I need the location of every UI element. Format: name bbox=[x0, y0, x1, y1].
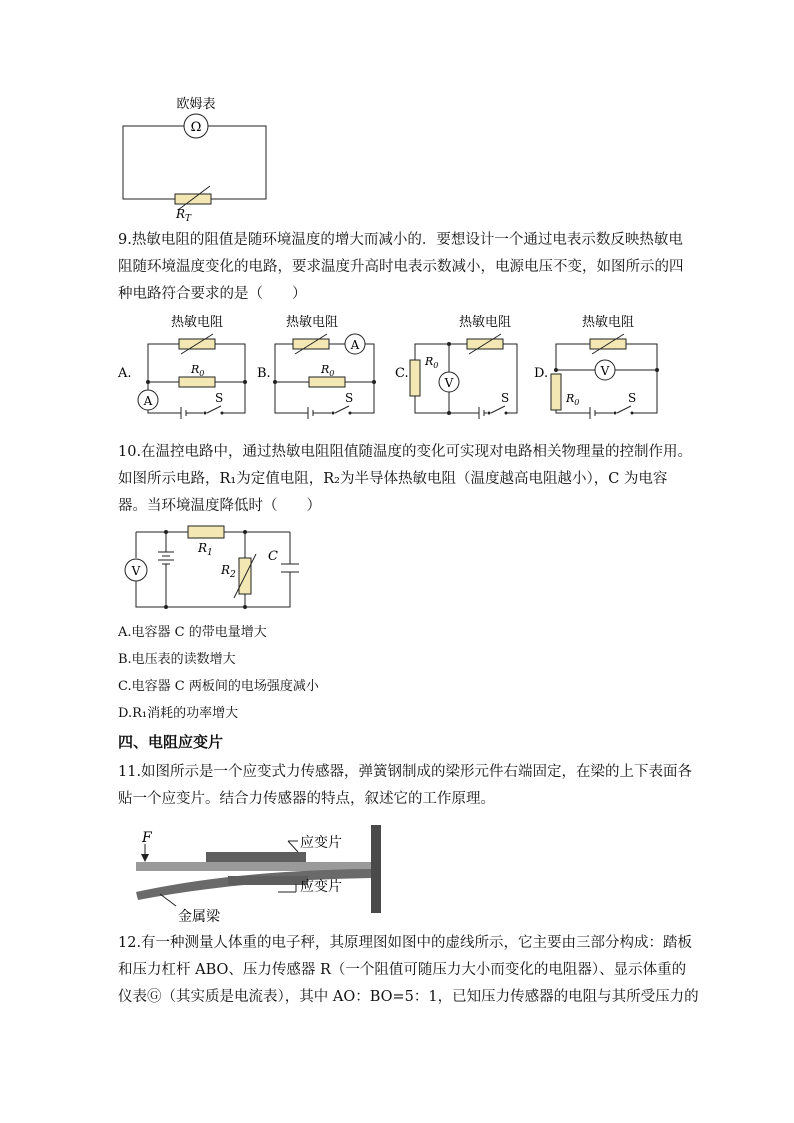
q9d-voltmeter: V bbox=[600, 364, 610, 378]
q9d-switch: S bbox=[628, 391, 637, 405]
q10-r1-label: R bbox=[198, 541, 208, 555]
q9a-switch: S bbox=[215, 391, 224, 405]
q9c-r0-sub: 0 bbox=[433, 361, 439, 370]
q11-line2: 贴一个应变片。结合力传感器的特点，叙述它的工作原理。 bbox=[118, 791, 495, 807]
force-label: F bbox=[142, 830, 152, 846]
svg-text:R2 bbox=[220, 563, 236, 580]
q9b-r0: R bbox=[321, 363, 330, 376]
omega-symbol: Ω bbox=[190, 120, 202, 135]
q10-r2-label: R bbox=[221, 563, 231, 577]
strain-gauge-bottom bbox=[228, 876, 308, 885]
q9-option-b: B. bbox=[257, 366, 271, 381]
q10-r2-sub: 2 bbox=[230, 570, 236, 580]
q10-choice-b: B.电压表的读数增大 bbox=[118, 652, 236, 667]
q9b-thermistor-label: 热敏电阻 bbox=[285, 315, 339, 330]
q12-line1: 12.有一种测量人体重的电子秤，其原理图如图中的虚线所示，它主要由三部分构成：踏板 bbox=[118, 935, 693, 951]
q10-choice-c: C.电容器 C 两板间的电场强度减小 bbox=[118, 679, 319, 694]
q9-line3: 种电路符合要求的是（ ） bbox=[118, 286, 307, 302]
gauge-top-label: 应变片 bbox=[300, 835, 342, 851]
q10-circuit-figure bbox=[118, 520, 298, 612]
q12-line3: 仪表Ⓖ（其实质是电流表），其中 AO：BO=5：1，已知压力传感器的电阻与其所受压力的 bbox=[118, 989, 699, 1005]
q10-line1: 10.在温控电路中，通过热敏电阻阻值随温度的变化可实现对电路相关物理量的控制作用。 bbox=[118, 444, 693, 460]
gauge-bottom-label: 应变片 bbox=[300, 879, 342, 895]
q9-option-c: C. bbox=[395, 366, 409, 381]
q9a-thermistor-label: 热敏电阻 bbox=[170, 315, 224, 330]
svg-text:R0 bbox=[565, 392, 579, 407]
q9c-switch: S bbox=[501, 391, 510, 405]
svg-text:R1 bbox=[197, 541, 213, 558]
q9c-r0: R bbox=[425, 355, 434, 368]
q9d-thermistor-label: 热敏电阻 bbox=[581, 315, 635, 330]
q9b-switch: S bbox=[345, 391, 354, 405]
ohmmeter-label: 欧姆表 bbox=[176, 97, 216, 112]
q9-option-a: A. bbox=[118, 366, 132, 381]
q10-c-label: C bbox=[268, 549, 278, 564]
q10-choice-d: D.R₁消耗的功率增大 bbox=[118, 706, 239, 721]
q9a-r0: R bbox=[191, 363, 200, 376]
ohmmeter-circuit-figure bbox=[118, 92, 273, 224]
q9-line1: 9.热敏电阻的阻值是随环境温度的增大而减小的．要想设计一个通过电表示数反映热敏电 bbox=[118, 232, 683, 248]
strain-gauge-top bbox=[206, 852, 306, 862]
q9-option-d: D. bbox=[534, 366, 549, 381]
q10-voltmeter: V bbox=[131, 564, 141, 578]
q9c-voltmeter: V bbox=[444, 376, 454, 390]
q10-r1-sub: 1 bbox=[207, 548, 213, 558]
q10-choice-a: A.电容器 C 的带电量增大 bbox=[118, 625, 267, 640]
q10-line3: 器。当环境温度降低时（ ） bbox=[118, 498, 321, 514]
svg-text:R0 bbox=[320, 363, 334, 378]
beam-label: 金属梁 bbox=[178, 909, 220, 925]
q12-line2: 和压力杠杆 ABO、压力传感器 R（一个阻值可随压力大小而变化的电阻器）、显示体重的 bbox=[118, 962, 687, 978]
section-heading: 四、电阻应变片 bbox=[118, 733, 224, 751]
svg-text:RT bbox=[175, 207, 192, 224]
q9-circuits-figure bbox=[115, 310, 675, 428]
q9-line2: 阻随环境温度变化的电路，要求温度升高时电表示数减小，电源电压不变，如图所示的四 bbox=[118, 259, 684, 275]
q9b-ammeter: A bbox=[350, 338, 360, 352]
strain-gauge-figure bbox=[128, 822, 398, 924]
rt-label: R bbox=[176, 207, 186, 221]
q9c-thermistor-label: 热敏电阻 bbox=[458, 315, 512, 330]
q9b-r0-sub: 0 bbox=[329, 369, 335, 378]
q9d-r0-sub: 0 bbox=[574, 398, 580, 407]
rt-sub: T bbox=[185, 214, 192, 224]
svg-text:R0 bbox=[190, 363, 204, 378]
q10-line2: 如图所示电路，R₁为定值电阻，R₂为半导体热敏电阻（温度越高电阻越小），C 为电容 bbox=[118, 471, 668, 487]
q11-line1: 11.如图所示是一个应变式力传感器，弹簧钢制成的梁形元件右端固定，在梁的上下表面各 bbox=[118, 764, 693, 780]
fixed-wall bbox=[371, 825, 381, 913]
svg-text:R0 bbox=[424, 355, 438, 370]
q10-r1 bbox=[188, 526, 224, 538]
q9a-ammeter: A bbox=[143, 394, 153, 408]
q9a-r0-sub: 0 bbox=[199, 369, 205, 378]
q9d-r0: R bbox=[566, 392, 575, 405]
